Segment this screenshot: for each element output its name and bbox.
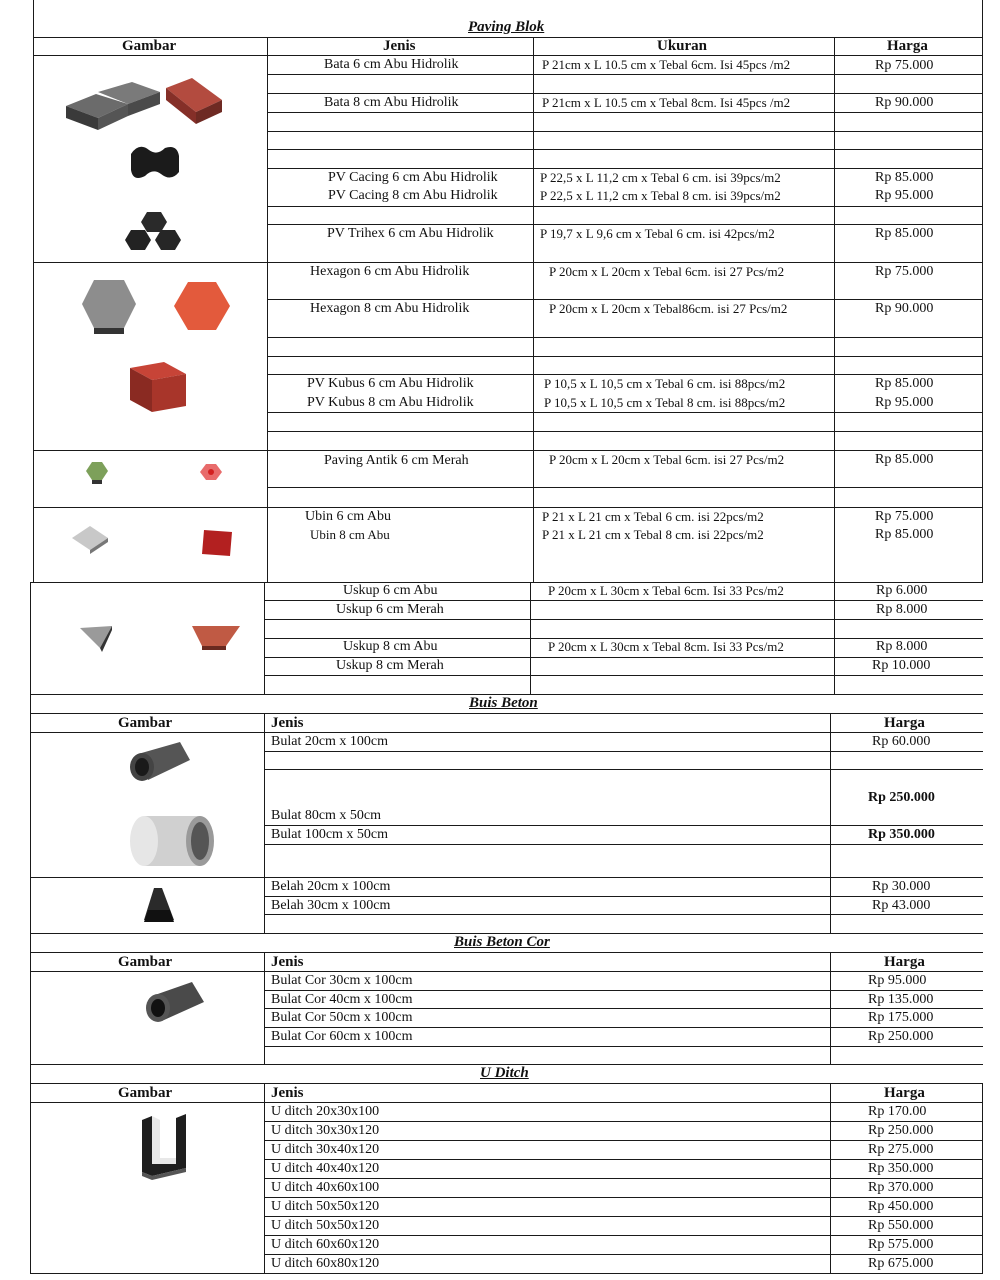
col-harga-header: Harga xyxy=(884,1085,925,1101)
col-jenis-header: Jenis xyxy=(271,954,304,970)
u-ditch-harga: Rp 450.000 xyxy=(868,1199,934,1214)
col-harga-header: Harga xyxy=(884,954,925,970)
u-ditch-harga: Rp 370.000 xyxy=(868,1180,934,1195)
paving-jenis: PV Kubus 6 cm Abu Hidrolik xyxy=(307,376,474,391)
paving-harga: Rp 6.000 xyxy=(876,583,928,598)
trihex-paving-image xyxy=(125,210,187,254)
buis-cor-jenis: Bulat Cor 60cm x 100cm xyxy=(271,1029,413,1044)
paving-ukuran: P 22,5 x L 11,2 cm x Tebal 6 cm. isi 39pcs/m2 xyxy=(540,170,781,185)
paving-jenis: PV Trihex 6 cm Abu Hidrolik xyxy=(327,226,494,241)
uskup-paving-image xyxy=(76,618,246,658)
paving-harga: Rp 8.000 xyxy=(876,602,928,617)
paving-ukuran: P 10,5 x L 10,5 cm x Tebal 6 cm. isi 88pcs/m2 xyxy=(544,376,786,391)
paving-jenis: PV Cacing 6 cm Abu Hidrolik xyxy=(328,170,498,185)
paving-jenis: Uskup 8 cm Merah xyxy=(336,658,444,673)
buis-harga: Rp 350.000 xyxy=(868,827,935,842)
col-jenis-header: Jenis xyxy=(271,715,304,731)
paving-ukuran: P 19,7 x L 9,6 cm x Tebal 6 cm. isi 42pcs/m2 xyxy=(540,226,775,241)
buis-jenis: Bulat 100cm x 50cm xyxy=(271,827,389,842)
paving-jenis: Ubin 6 cm Abu xyxy=(305,509,391,524)
buis-cor-title: Buis Beton Cor xyxy=(454,934,550,950)
ubin-paving-image xyxy=(68,520,238,564)
hexagon-paving-image xyxy=(80,278,240,338)
paving-jenis: PV Kubus 8 cm Abu Hidrolik xyxy=(307,395,474,410)
half-pipe-image xyxy=(140,884,180,928)
buis-cor-harga: Rp 95.000 xyxy=(868,973,927,988)
paving-jenis: PV Cacing 8 cm Abu Hidrolik xyxy=(328,188,498,203)
paving-harga: Rp 8.000 xyxy=(876,639,928,654)
paving-jenis: Uskup 6 cm Merah xyxy=(336,602,444,617)
buis-jenis: Bulat 20cm x 100cm xyxy=(271,734,389,749)
buis-harga: Rp 60.000 xyxy=(872,734,931,749)
u-ditch-jenis: U ditch 40x40x120 xyxy=(271,1161,380,1176)
buis-jenis: Bulat 80cm x 50cm xyxy=(271,808,382,823)
paving-jenis: Hexagon 6 cm Abu Hidrolik xyxy=(310,264,470,279)
buis-jenis: Belah 20cm x 100cm xyxy=(271,879,391,894)
paving-harga: Rp 95.000 xyxy=(875,395,934,410)
u-ditch-jenis: U ditch 60x60x120 xyxy=(271,1237,380,1252)
u-ditch-jenis: U ditch 50x50x120 xyxy=(271,1199,380,1214)
paving-jenis: Hexagon 8 cm Abu Hidrolik xyxy=(310,301,470,316)
paving-jenis: Bata 6 cm Abu Hidrolik xyxy=(324,57,459,72)
buis-jenis: Belah 30cm x 100cm xyxy=(271,898,391,913)
u-ditch-jenis: U ditch 20x30x100 xyxy=(271,1104,380,1119)
col-jenis-header: Jenis xyxy=(383,38,416,54)
pipe-cor-image xyxy=(142,980,208,1030)
antik-paving-image xyxy=(80,460,230,496)
paving-harga: Rp 95.000 xyxy=(875,188,934,203)
paving-title: Paving Blok xyxy=(468,19,545,35)
paving-ukuran: P 20cm x L 30cm x Tebal 6cm. Isi 33 Pcs/m2 xyxy=(548,583,784,598)
buis-harga: Rp 43.000 xyxy=(872,898,931,913)
u-ditch-jenis: U ditch 50x50x120 xyxy=(271,1218,380,1233)
buis-title: Buis Beton xyxy=(469,695,538,711)
buis-cor-harga: Rp 135.000 xyxy=(868,992,934,1007)
paving-harga: Rp 85.000 xyxy=(875,170,934,185)
u-ditch-harga: Rp 275.000 xyxy=(868,1142,934,1157)
buis-harga: Rp 250.000 xyxy=(868,790,935,805)
paving-harga: Rp 75.000 xyxy=(875,509,934,524)
paving-harga: Rp 75.000 xyxy=(875,58,934,73)
pipe-image xyxy=(124,740,194,788)
col-gambar-header: Gambar xyxy=(118,954,173,970)
paving-ukuran: P 22,5 x L 11,2 cm x Tebal 8 cm. isi 39pcs/m2 xyxy=(540,188,781,203)
paving-ukuran: P 20cm x L 30cm x Tebal 8cm. Isi 33 Pcs/m2 xyxy=(548,639,784,654)
paving-ukuran: P 20cm x L 20cm x Tebal86cm. isi 27 Pcs/m2 xyxy=(549,301,788,316)
u-ditch-harga: Rp 170.00 xyxy=(868,1104,927,1119)
buis-cor-jenis: Bulat Cor 50cm x 100cm xyxy=(271,1010,413,1025)
kubus-paving-image xyxy=(124,358,194,418)
paving-jenis: Uskup 8 cm Abu xyxy=(343,639,438,654)
paving-harga: Rp 85.000 xyxy=(875,226,934,241)
buis-cor-harga: Rp 250.000 xyxy=(868,1029,934,1044)
col-gambar-header: Gambar xyxy=(122,38,177,54)
buis-cor-harga: Rp 175.000 xyxy=(868,1010,934,1025)
paving-jenis: Bata 8 cm Abu Hidrolik xyxy=(324,95,459,110)
paving-harga: Rp 90.000 xyxy=(875,301,934,316)
buis-harga: Rp 30.000 xyxy=(872,879,931,894)
u-ditch-harga: Rp 675.000 xyxy=(868,1256,934,1271)
large-pipe-image xyxy=(124,810,218,872)
col-ukuran-header: Ukuran xyxy=(657,38,708,54)
u-ditch-jenis: U ditch 30x40x120 xyxy=(271,1142,380,1157)
paving-harga: Rp 85.000 xyxy=(875,376,934,391)
paving-ukuran: P 21cm x L 10.5 cm x Tebal 8cm. Isi 45pcs /m2 xyxy=(542,95,791,110)
col-jenis-header: Jenis xyxy=(271,1085,304,1101)
paving-harga: Rp 75.000 xyxy=(875,264,934,279)
u-ditch-harga: Rp 350.000 xyxy=(868,1161,934,1176)
paving-harga: Rp 90.000 xyxy=(875,95,934,110)
u-ditch-jenis: U ditch 40x60x100 xyxy=(271,1180,380,1195)
u-ditch-jenis: U ditch 60x80x120 xyxy=(271,1256,380,1271)
paving-jenis: Ubin 8 cm Abu xyxy=(310,527,390,542)
col-gambar-header: Gambar xyxy=(118,1085,173,1101)
buis-cor-jenis: Bulat Cor 40cm x 100cm xyxy=(271,992,413,1007)
u-ditch-image xyxy=(136,1112,196,1182)
col-harga-header: Harga xyxy=(887,38,928,54)
col-harga-header: Harga xyxy=(884,715,925,731)
paving-jenis: Uskup 6 cm Abu xyxy=(343,583,438,598)
u-ditch-jenis: U ditch 30x30x120 xyxy=(271,1123,380,1138)
bata-paving-image xyxy=(62,74,232,134)
col-gambar-header: Gambar xyxy=(118,715,173,731)
u-ditch-harga: Rp 250.000 xyxy=(868,1123,934,1138)
cacing-paving-image xyxy=(125,140,185,184)
paving-ukuran: P 20cm x L 20cm x Tebal 6cm. isi 27 Pcs/m2 xyxy=(549,264,785,279)
paving-ukuran: P 21 x L 21 cm x Tebal 8 cm. isi 22pcs/m2 xyxy=(542,527,764,542)
u-ditch-harga: Rp 575.000 xyxy=(868,1237,934,1252)
paving-ukuran: P 10,5 x L 10,5 cm x Tebal 8 cm. isi 88pcs/m2 xyxy=(544,395,786,410)
paving-harga: Rp 85.000 xyxy=(875,452,934,467)
paving-ukuran: P 20cm x L 20cm x Tebal 6cm. isi 27 Pcs/m2 xyxy=(549,452,785,467)
paving-harga: Rp 85.000 xyxy=(875,527,934,542)
paving-jenis: Paving Antik 6 cm Merah xyxy=(324,453,469,468)
u-ditch-harga: Rp 550.000 xyxy=(868,1218,934,1233)
paving-ukuran: P 21 x L 21 cm x Tebal 6 cm. isi 22pcs/m2 xyxy=(542,509,764,524)
buis-cor-jenis: Bulat Cor 30cm x 100cm xyxy=(271,973,413,988)
u-ditch-title: U Ditch xyxy=(480,1065,529,1081)
paving-harga: Rp 10.000 xyxy=(872,658,931,673)
paving-ukuran: P 21cm x L 10.5 cm x Tebal 6cm. Isi 45pcs /m2 xyxy=(542,57,791,72)
